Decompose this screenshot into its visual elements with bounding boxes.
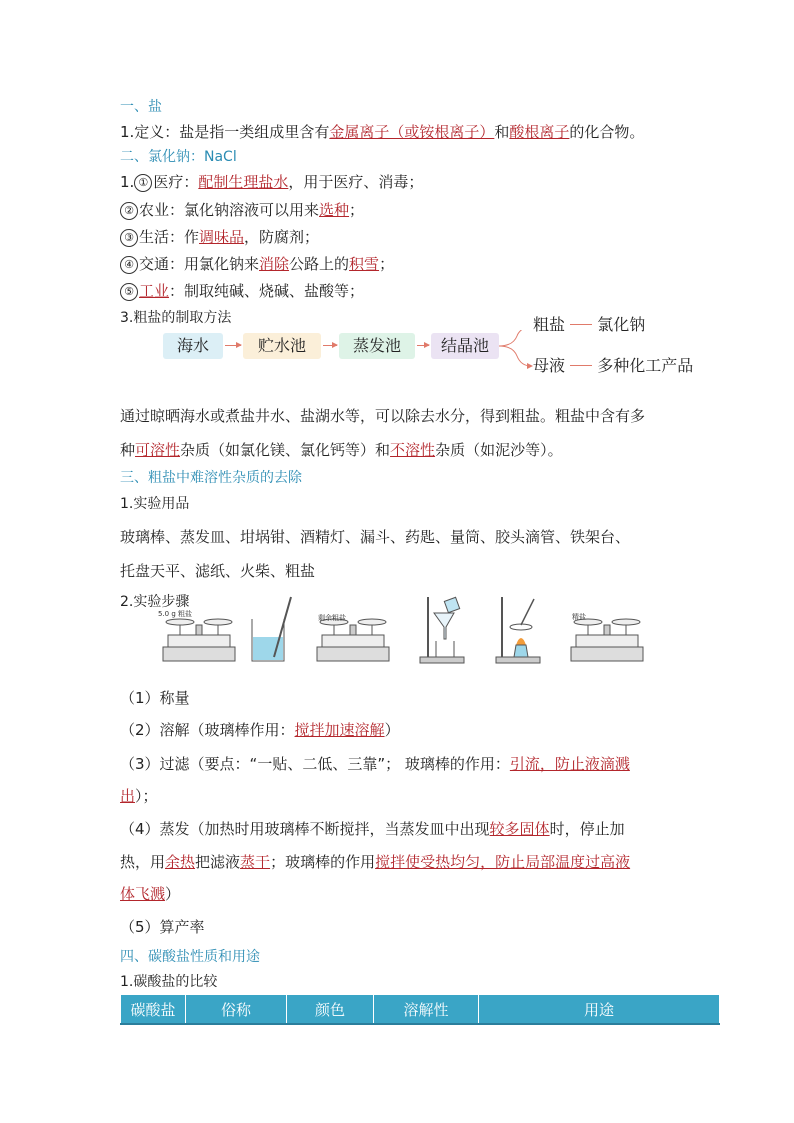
use-text: 交通：用氯化钠来 xyxy=(139,255,260,273)
step-text: ） xyxy=(165,885,181,903)
flow-step-seawater: 海水 xyxy=(163,333,223,359)
table-header-cell: 颜色 xyxy=(287,995,374,1025)
para-text: 杂质（如氯化镁、氯化钙等）和 xyxy=(180,441,391,459)
step-evaporate xyxy=(120,819,625,839)
step-weigh: （1）称量 xyxy=(120,689,190,707)
use-text: 生活：作 xyxy=(139,228,200,246)
table-header-cell: 俗称 xyxy=(186,995,287,1025)
arrow-icon xyxy=(323,345,337,346)
steps-title: 2.实验步骤 xyxy=(120,594,190,610)
step-text: （4）蒸发（加热时用玻璃棒不断搅拌，当蒸发皿中出现 xyxy=(120,820,490,838)
key-term: 选种 xyxy=(319,201,350,219)
definition-line xyxy=(120,122,644,142)
evaporation-icon xyxy=(494,595,544,665)
arrow-icon xyxy=(570,365,592,366)
apparatus-label-crude-salt: 5.0 g 粗盐 xyxy=(158,610,193,618)
key-term-acid-radical: 酸根离子 xyxy=(509,123,570,141)
branch-bottom xyxy=(533,353,693,376)
key-term: 搅拌使受热均匀，防止局部温度过高液 xyxy=(375,853,631,871)
table-header-cell: 碳酸盐 xyxy=(121,995,186,1025)
key-term: 配制生理盐水 xyxy=(198,173,289,191)
definition-suffix: 的化合物。 xyxy=(569,123,645,141)
balance-icon xyxy=(566,595,646,665)
paragraph-line-2 xyxy=(120,440,563,460)
step-dissolve xyxy=(120,720,400,740)
key-term: 余热 xyxy=(165,853,196,871)
key-term: 出 xyxy=(120,787,136,805)
arrow-icon xyxy=(417,345,429,346)
circled-number-5: ⑤ xyxy=(120,283,138,301)
step-text: （2）溶解（玻璃棒作用： xyxy=(120,721,295,739)
use-text: ，用于医疗、消毒； xyxy=(288,173,424,191)
use-item-industry xyxy=(120,281,364,301)
use-text: 公路上的 xyxy=(289,255,350,273)
key-term: 较多固体 xyxy=(489,820,550,838)
key-term-metal-ion: 金属离子（或铵根离子） xyxy=(329,123,495,141)
flow-step-evaporation-pond: 蒸发池 xyxy=(339,333,415,359)
key-term: 引流，防止液滴溅 xyxy=(509,755,630,773)
step-text: ） xyxy=(384,721,400,739)
salt-production-flow xyxy=(163,315,703,390)
section-heading-salt: 一、盐 xyxy=(120,99,162,115)
flow-crude-salt: 粗盐 xyxy=(533,315,566,334)
flow-step-reservoir: 贮水池 xyxy=(243,333,321,359)
para-text: 种 xyxy=(120,441,136,459)
table-header-row xyxy=(121,995,720,1025)
beaker-stirring-icon xyxy=(246,595,296,665)
step-text: ；玻璃棒的作用 xyxy=(270,853,376,871)
use-text: 医疗： xyxy=(153,173,199,191)
circled-number-2: ② xyxy=(120,202,138,220)
key-term: 搅拌加速溶解 xyxy=(294,721,385,739)
circled-number-1: ① xyxy=(134,174,152,192)
table-header-cell: 用途 xyxy=(479,995,720,1025)
step-evaporate-end xyxy=(120,884,180,904)
use-text: ，防腐剂； xyxy=(244,228,320,246)
use-text: 农业：氯化钠溶液可以用来 xyxy=(139,201,320,219)
section-heading-carbonates: 四、碳酸盐性质和用途 xyxy=(120,949,260,965)
step-text: （3）过滤（要点：“一贴、二低、三靠”； 玻璃棒的作用： xyxy=(120,755,510,773)
filtration-icon xyxy=(418,595,468,665)
step-filter-cont xyxy=(120,786,158,806)
use-item-life xyxy=(120,227,319,247)
para-text: 杂质（如泥沙等）。 xyxy=(435,441,563,459)
use-text: ； xyxy=(379,255,395,273)
step-yield: （5）算产率 xyxy=(120,918,205,936)
step-text: 把滤液 xyxy=(195,853,241,871)
tools-line-1: 玻璃棒、蒸发皿、坩埚钳、酒精灯、漏斗、药匙、量筒、胶头滴管、铁架台、 xyxy=(120,528,631,546)
key-term: 消除 xyxy=(259,255,290,273)
use-text: ：制取纯碱、烧碱、盐酸等； xyxy=(169,282,365,300)
flow-mother-liquor: 母液 xyxy=(533,356,566,375)
flow-step-crystallization-pond: 结晶池 xyxy=(431,333,499,359)
step-text: ）； xyxy=(135,787,158,805)
balance-icon xyxy=(312,595,392,665)
table-header-cell: 溶解性 xyxy=(374,995,479,1025)
step-text: 热，用 xyxy=(120,853,166,871)
tools-line-2: 托盘天平、滤纸、火柴、粗盐 xyxy=(120,562,316,580)
key-term: 调味品 xyxy=(199,228,245,246)
use-item-medical xyxy=(120,172,423,192)
step-text: 时，停止加 xyxy=(549,820,625,838)
definition-mid: 和 xyxy=(494,123,510,141)
tools-title: 1.实验用品 xyxy=(120,496,190,512)
key-term: 蒸干 xyxy=(240,853,271,871)
key-term: 不溶性 xyxy=(390,441,436,459)
arrow-icon xyxy=(225,345,241,346)
section-heading-nacl: 二、氯化钠：NaCl xyxy=(120,149,237,165)
use-prefix: 1. xyxy=(120,173,135,191)
apparatus-label-remaining-salt: 剩余粗盐 xyxy=(318,614,346,622)
step-filter xyxy=(120,754,630,774)
flow-sodium-chloride: 氯化钠 xyxy=(597,315,646,334)
use-item-agriculture xyxy=(120,200,364,220)
section-heading-impurity-removal: 三、粗盐中难溶性杂质的去除 xyxy=(120,470,302,486)
key-term: 可溶性 xyxy=(135,441,181,459)
circled-number-4: ④ xyxy=(120,256,138,274)
key-term: 体飞溅 xyxy=(120,885,166,903)
circled-number-3: ③ xyxy=(120,229,138,247)
compare-title: 1.碳酸盐的比较 xyxy=(120,974,218,990)
use-item-transport xyxy=(120,254,394,274)
paragraph-line-1: 通过晾晒海水或煮盐井水、盐湖水等，可以除去水分，得到粗盐。粗盐中含有多 xyxy=(120,407,646,425)
branch-top xyxy=(533,312,645,335)
key-term: 工业 xyxy=(139,282,170,300)
method-title: 3.粗盐的制取方法 xyxy=(120,310,232,326)
carbonate-table xyxy=(120,994,720,1025)
definition-prefix: 1.定义：盐是指一类组成里含有 xyxy=(120,123,330,141)
arrow-icon xyxy=(570,324,592,325)
flow-chemical-products: 多种化工产品 xyxy=(597,356,694,375)
use-text: ； xyxy=(349,201,365,219)
key-term: 积雪 xyxy=(349,255,380,273)
balance-icon xyxy=(158,595,238,665)
step-evaporate-cont xyxy=(120,852,630,872)
apparatus-label-refined-salt: 精盐 xyxy=(572,613,586,621)
